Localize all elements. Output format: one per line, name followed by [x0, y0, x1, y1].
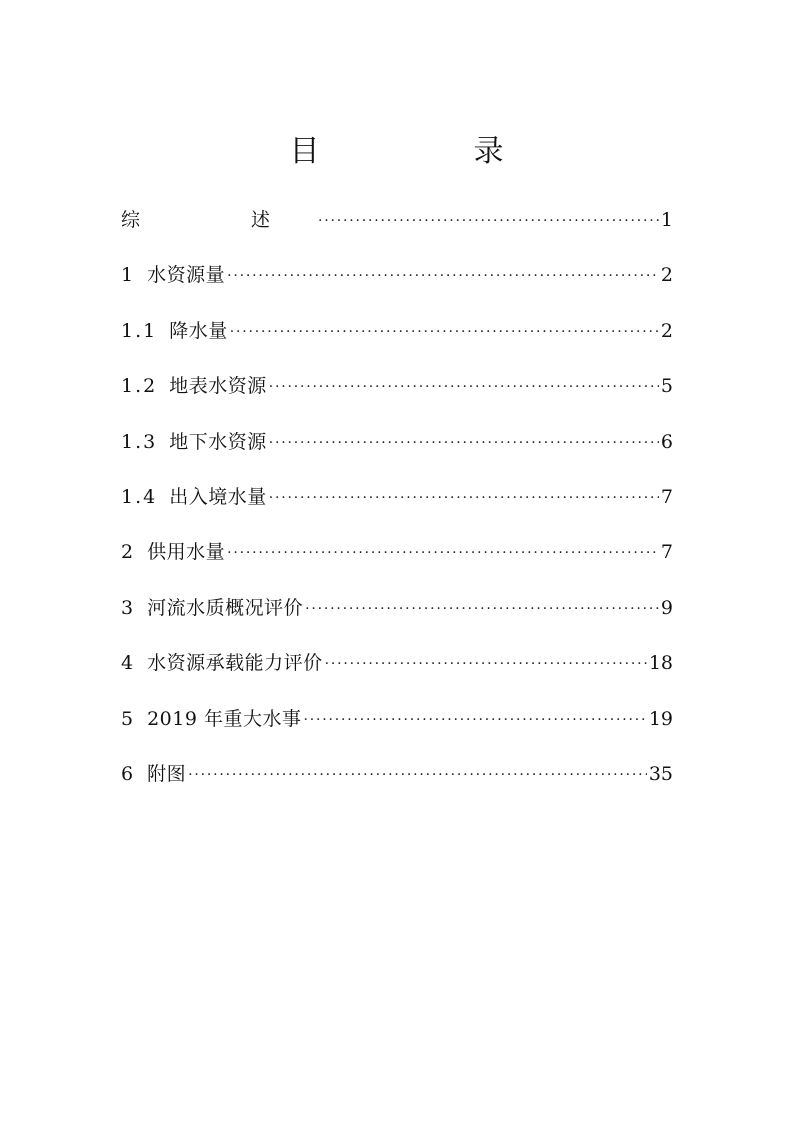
- toc-entry-number: 1: [121, 264, 136, 287]
- toc-entry-page: 1: [660, 209, 673, 231]
- toc-entry-number: 6: [121, 762, 136, 785]
- toc-entry-4[interactable]: [121, 645, 673, 700]
- toc-entry-page: 7: [660, 485, 673, 508]
- toc-entry-6[interactable]: [121, 756, 673, 811]
- toc-leader-dots: [227, 258, 659, 294]
- toc-entry-number: 1.1: [121, 319, 158, 342]
- toc-entry-page: 5: [660, 375, 673, 398]
- toc-leader-dots: [188, 757, 647, 793]
- toc-entry-page: 35: [648, 762, 673, 785]
- toc-leader-dots: [269, 480, 659, 516]
- toc-entry-label: 供用水量: [147, 541, 226, 564]
- toc-entry-number: 5: [121, 707, 136, 730]
- toc-leader-dots: [230, 314, 659, 350]
- toc-entry-number: 4: [121, 652, 136, 675]
- toc-entry-3[interactable]: [121, 590, 673, 645]
- toc-leader-dots: [325, 646, 647, 682]
- toc-entry-1[interactable]: [121, 257, 673, 312]
- toc-leader-dots: [269, 425, 659, 461]
- toc-entry-page: 19: [648, 707, 673, 730]
- toc-leader-dots: [304, 702, 647, 738]
- toc-entry-number: 1.4: [121, 485, 158, 508]
- toc-leader-dots: [318, 203, 659, 239]
- toc-entry-2[interactable]: [121, 534, 673, 589]
- toc-entry-number: 1.2: [121, 375, 158, 398]
- toc-leader-dots: [227, 535, 659, 571]
- toc-entry-1-3[interactable]: [121, 424, 673, 479]
- toc-entry-label: 河流水质概况评价: [147, 596, 304, 619]
- toc-entry-1-1[interactable]: [121, 313, 673, 368]
- toc-entry-1-4[interactable]: [121, 479, 673, 534]
- toc-entry-label: 降水量: [169, 319, 228, 342]
- toc-entry-page: 7: [660, 541, 673, 564]
- toc-entry-number: 3: [121, 596, 136, 619]
- toc-entry-label: 综 述: [121, 209, 317, 231]
- toc-entry-page: 2: [660, 264, 673, 287]
- toc-entry-overview[interactable]: [121, 202, 673, 257]
- toc-leader-dots: [305, 591, 659, 627]
- toc-entry-page: 9: [660, 596, 673, 619]
- toc-entry-label: 2019 年重大水事: [147, 707, 302, 730]
- table-of-contents: [121, 202, 673, 811]
- toc-entry-label: 附图: [147, 762, 187, 785]
- toc-entry-page: 2: [660, 319, 673, 342]
- toc-entry-number: 1.3: [121, 430, 158, 453]
- toc-entry-1-2[interactable]: [121, 368, 673, 423]
- toc-entry-label: 地表水资源: [169, 375, 267, 398]
- toc-entry-page: 18: [648, 652, 673, 675]
- toc-leader-dots: [269, 369, 659, 405]
- toc-entry-label: 出入境水量: [169, 485, 267, 508]
- page-title: 目 录: [289, 134, 566, 169]
- toc-entry-page: 6: [660, 430, 673, 453]
- toc-entry-number: 2: [121, 541, 136, 564]
- toc-entry-label: 水资源承载能力评价: [147, 652, 323, 675]
- toc-entry-5[interactable]: [121, 701, 673, 756]
- toc-entry-label: 地下水资源: [169, 430, 267, 453]
- toc-entry-label: 水资源量: [147, 264, 226, 287]
